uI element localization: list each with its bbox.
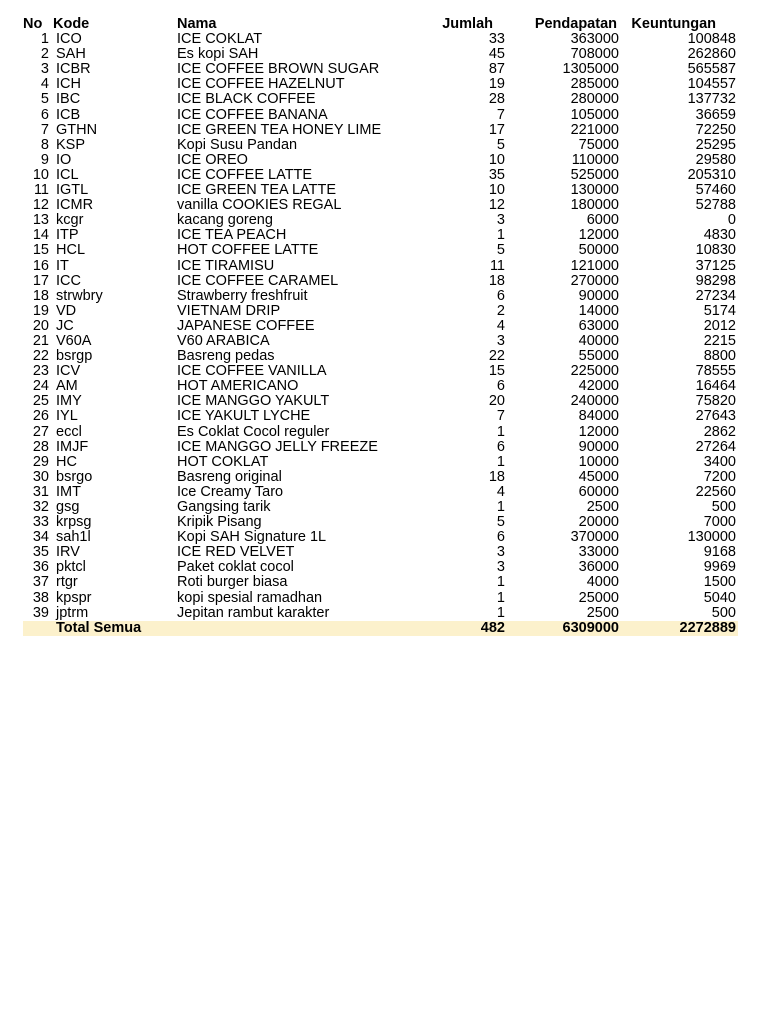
cell-jumlah: 15: [488, 364, 505, 380]
cell-pendapatan: 370000: [570, 530, 619, 546]
cell-keuntungan: 7200: [703, 469, 736, 485]
table-row: [23, 228, 738, 243]
header-no: No: [23, 17, 43, 32]
cell-keuntungan: 25295: [695, 137, 736, 153]
cell-nama: ICE BLACK COFFEE: [177, 92, 316, 108]
cell-nama: ICE COFFEE BANANA: [177, 107, 328, 123]
total-nama-cell: [177, 621, 433, 636]
table-row: [23, 606, 738, 621]
cell-kode: IYL: [56, 409, 78, 425]
cell-no: 16: [32, 258, 49, 274]
cell-nama: Gangsing tarik: [177, 500, 271, 515]
cell-jumlah: 1: [496, 454, 505, 470]
table-row: [23, 409, 738, 424]
cell-kode: IRV: [56, 545, 80, 561]
cell-keuntungan: 37125: [695, 258, 736, 274]
cell-nama: ICE GREEN TEA HONEY LIME: [177, 122, 382, 138]
cell-nama: ICE TIRAMISU: [177, 258, 275, 274]
cell-jumlah: 3: [496, 560, 505, 576]
cell-jumlah: 7: [496, 409, 505, 425]
table-row: [23, 153, 738, 168]
cell-nama: Basreng pedas: [177, 349, 275, 365]
cell-jumlah: 10: [488, 152, 505, 168]
cell-nama: ICE YAKULT LYCHE: [177, 409, 311, 425]
cell-no: 22: [32, 349, 49, 365]
cell-kode: gsg: [56, 500, 80, 515]
cell-nama: ICE OREO: [177, 152, 248, 168]
total-no-cell: [23, 621, 53, 636]
cell-jumlah: 18: [488, 273, 505, 289]
cell-keuntungan: 78555: [695, 364, 736, 380]
cell-keuntungan: 22560: [695, 484, 736, 500]
cell-no: 31: [32, 484, 49, 500]
table-row: [23, 515, 738, 530]
cell-keuntungan: 10830: [695, 243, 736, 259]
cell-jumlah: 12: [488, 198, 505, 214]
cell-keuntungan: 52788: [695, 198, 736, 214]
cell-jumlah: 33: [488, 32, 505, 48]
cell-pendapatan: 42000: [578, 379, 619, 395]
header-row: [23, 17, 738, 32]
cell-jumlah: 1: [496, 605, 505, 621]
cell-no: 4: [40, 77, 49, 93]
cell-nama: ICE COKLAT: [177, 32, 263, 48]
cell-pendapatan: 90000: [578, 439, 619, 455]
table-row: [23, 455, 738, 470]
cell-kode: IMJF: [56, 439, 89, 455]
table-row: [23, 334, 738, 349]
table-row: [23, 379, 738, 394]
table-row: [23, 77, 738, 92]
cell-kode: AM: [56, 379, 78, 395]
cell-keuntungan: 5174: [703, 303, 736, 319]
table-row: [23, 485, 738, 500]
cell-no: 18: [32, 288, 49, 304]
total-row: [23, 621, 738, 636]
cell-pendapatan: 33000: [578, 545, 619, 561]
cell-nama: Basreng original: [177, 469, 282, 485]
cell-kode: bsrgp: [56, 349, 93, 365]
table-row: [23, 123, 738, 138]
cell-nama: Strawberry freshfruit: [177, 288, 308, 304]
cell-pendapatan: 240000: [570, 394, 619, 410]
cell-pendapatan: 180000: [570, 198, 619, 214]
cell-nama: ICE COFFEE VANILLA: [177, 364, 327, 380]
cell-jumlah: 3: [496, 213, 505, 229]
cell-pendapatan: 221000: [570, 122, 619, 138]
cell-no: 5: [40, 92, 49, 108]
cell-nama: kopi spesial ramadhan: [177, 590, 323, 606]
cell-jumlah: 28: [488, 92, 505, 108]
table-row: [23, 575, 738, 590]
cell-pendapatan: 2500: [586, 500, 619, 515]
cell-pendapatan: 2500: [586, 605, 619, 621]
cell-keuntungan: 75820: [695, 394, 736, 410]
header-kode: Kode: [53, 17, 90, 32]
cell-nama: vanilla COOKIES REGAL: [177, 198, 342, 214]
cell-keuntungan: 4830: [703, 228, 736, 244]
cell-keuntungan: 8800: [703, 349, 736, 365]
cell-kode: IT: [56, 258, 69, 274]
cell-pendapatan: 45000: [578, 469, 619, 485]
cell-no: 26: [32, 409, 49, 425]
cell-kode: IBC: [56, 92, 81, 108]
table-row: [23, 168, 738, 183]
cell-kode: IMT: [56, 484, 81, 500]
cell-jumlah: 45: [488, 47, 505, 63]
table-row: [23, 213, 738, 228]
cell-pendapatan: 363000: [570, 32, 619, 48]
cell-kode: VD: [56, 303, 77, 319]
cell-jumlah: 7: [496, 107, 505, 123]
cell-no: 1: [40, 32, 49, 48]
cell-pendapatan: 525000: [570, 167, 619, 183]
cell-no: 30: [32, 469, 49, 485]
cell-no: 10: [32, 167, 49, 183]
cell-pendapatan: 10000: [578, 454, 619, 470]
cell-pendapatan: 6000: [586, 213, 619, 229]
header-keuntungan: Keuntungan: [631, 17, 716, 32]
cell-kode: HC: [56, 454, 77, 470]
table-row: [23, 364, 738, 379]
cell-nama: ICE MANGGO YAKULT: [177, 394, 330, 410]
cell-keuntungan: 29580: [695, 152, 736, 168]
cell-keuntungan: 137732: [687, 92, 736, 108]
cell-kode: jptrm: [56, 605, 89, 621]
table-row: [23, 243, 738, 258]
cell-jumlah: 6: [496, 288, 505, 304]
cell-jumlah: 17: [488, 122, 505, 138]
cell-no: 34: [32, 530, 49, 546]
cell-no: 14: [32, 228, 49, 244]
cell-keuntungan: 16464: [695, 379, 736, 395]
cell-nama: kacang goreng: [177, 213, 273, 229]
total-jumlah: 482: [433, 621, 507, 636]
cell-nama: ICE COFFEE BROWN SUGAR: [177, 62, 380, 78]
cell-jumlah: 4: [496, 484, 505, 500]
table-row: [23, 47, 738, 62]
cell-jumlah: 6: [496, 530, 505, 546]
cell-nama: Es Coklat Cocol reguler: [177, 424, 330, 440]
cell-kode: strwbry: [56, 288, 103, 304]
cell-kode: kcgr: [56, 213, 84, 229]
table-row: [23, 591, 738, 606]
cell-keuntungan: 9969: [703, 560, 736, 576]
cell-keuntungan: 27264: [695, 439, 736, 455]
table-row: [23, 32, 738, 47]
cell-keuntungan: 36659: [695, 107, 736, 123]
cell-pendapatan: 36000: [578, 560, 619, 576]
table-row: [23, 108, 738, 123]
table-row: [23, 319, 738, 334]
header-jumlah: Jumlah: [442, 17, 493, 32]
cell-kode: ITP: [56, 228, 79, 244]
cell-nama: ICE COFFEE HAZELNUT: [177, 77, 345, 93]
cell-kode: SAH: [56, 47, 86, 63]
cell-pendapatan: 55000: [578, 349, 619, 365]
cell-keuntungan: 565587: [687, 62, 736, 78]
cell-nama: JAPANESE COFFEE: [177, 318, 315, 334]
cell-jumlah: 87: [488, 62, 505, 78]
cell-no: 24: [32, 379, 49, 395]
cell-nama: VIETNAM DRIP: [177, 303, 281, 319]
cell-jumlah: 10: [488, 183, 505, 199]
cell-pendapatan: 4000: [586, 575, 619, 591]
cell-no: 9: [40, 152, 49, 168]
table-row: [23, 259, 738, 274]
cell-pendapatan: 285000: [570, 77, 619, 93]
table-body: [23, 32, 738, 621]
cell-nama: V60 ARABICA: [177, 333, 270, 349]
cell-pendapatan: 12000: [578, 424, 619, 440]
cell-keuntungan: 9168: [703, 545, 736, 561]
cell-nama: ICE GREEN TEA LATTE: [177, 183, 337, 199]
cell-pendapatan: 130000: [570, 183, 619, 199]
cell-kode: IO: [56, 152, 72, 168]
cell-no: 39: [32, 605, 49, 621]
cell-no: 25: [32, 394, 49, 410]
cell-keuntungan: 500: [711, 605, 736, 621]
cell-jumlah: 1: [496, 424, 505, 440]
cell-keuntungan: 100848: [687, 32, 736, 48]
cell-pendapatan: 225000: [570, 364, 619, 380]
cell-jumlah: 5: [496, 137, 505, 153]
table-row: [23, 560, 738, 575]
cell-no: 33: [32, 515, 49, 531]
cell-keuntungan: 500: [711, 500, 736, 515]
cell-kode: krpsg: [56, 515, 92, 531]
cell-jumlah: 20: [488, 394, 505, 410]
cell-no: 27: [32, 424, 49, 440]
cell-pendapatan: 50000: [578, 243, 619, 259]
cell-keuntungan: 104557: [687, 77, 736, 93]
cell-keuntungan: 0: [727, 213, 736, 229]
cell-jumlah: 3: [496, 333, 505, 349]
cell-pendapatan: 12000: [578, 228, 619, 244]
cell-kode: eccl: [56, 424, 82, 440]
table-row: [23, 545, 738, 560]
cell-pendapatan: 60000: [578, 484, 619, 500]
cell-no: 2: [40, 47, 49, 63]
cell-no: 17: [32, 273, 49, 289]
cell-nama: HOT COFFEE LATTE: [177, 243, 319, 259]
cell-no: 13: [32, 213, 49, 229]
cell-nama: Jepitan rambut karakter: [177, 605, 330, 621]
cell-pendapatan: 75000: [578, 137, 619, 153]
cell-no: 21: [32, 333, 49, 349]
cell-nama: Es kopi SAH: [177, 47, 259, 63]
cell-keuntungan: 98298: [695, 273, 736, 289]
cell-kode: ICB: [56, 107, 81, 123]
cell-no: 23: [32, 364, 49, 380]
cell-kode: ICH: [56, 77, 81, 93]
table-row: [23, 349, 738, 364]
cell-no: 11: [33, 183, 49, 199]
cell-nama: Roti burger biasa: [177, 575, 288, 591]
cell-nama: ICE TEA PEACH: [177, 228, 287, 244]
cell-pendapatan: 105000: [570, 107, 619, 123]
table-row: [23, 500, 738, 515]
cell-no: 6: [40, 107, 49, 123]
cell-nama: Kopi Susu Pandan: [177, 137, 298, 153]
cell-kode: rtgr: [56, 575, 78, 591]
table-row: [23, 289, 738, 304]
cell-keuntungan: 2862: [703, 424, 736, 440]
cell-kode: bsrgo: [56, 469, 93, 485]
cell-kode: ICL: [56, 167, 79, 183]
table-row: [23, 440, 738, 455]
table-row: [23, 425, 738, 440]
cell-jumlah: 2: [496, 303, 505, 319]
cell-kode: GTHN: [56, 122, 98, 138]
cell-nama: HOT COKLAT: [177, 454, 269, 470]
cell-no: 28: [32, 439, 49, 455]
cell-nama: ICE COFFEE CARAMEL: [177, 273, 339, 289]
cell-jumlah: 5: [496, 243, 505, 259]
cell-no: 8: [40, 137, 49, 153]
cell-kode: sah1l: [56, 530, 91, 546]
cell-jumlah: 1: [496, 228, 505, 244]
table-row: [23, 92, 738, 107]
cell-no: 32: [32, 500, 49, 515]
cell-jumlah: 1: [496, 500, 505, 515]
cell-jumlah: 1: [496, 575, 505, 591]
table-row: [23, 198, 738, 213]
cell-nama: Paket coklat cocol: [177, 560, 294, 576]
cell-kode: ICO: [56, 32, 82, 48]
cell-kode: ICC: [56, 273, 81, 289]
cell-jumlah: 35: [488, 167, 505, 183]
cell-nama: HOT AMERICANO: [177, 379, 299, 395]
cell-no: 7: [40, 122, 49, 138]
cell-pendapatan: 1305000: [562, 62, 619, 78]
cell-kode: KSP: [56, 137, 86, 153]
cell-keuntungan: 2012: [703, 318, 736, 334]
cell-kode: ICV: [56, 364, 81, 380]
cell-jumlah: 6: [496, 379, 505, 395]
cell-pendapatan: 280000: [570, 92, 619, 108]
header-nama: Nama: [177, 17, 217, 32]
sales-report: [23, 17, 738, 636]
cell-keuntungan: 3400: [703, 454, 736, 470]
cell-jumlah: 3: [496, 545, 505, 561]
cell-kode: IGTL: [56, 183, 89, 199]
cell-pendapatan: 708000: [570, 47, 619, 63]
table-row: [23, 304, 738, 319]
cell-nama: Kripik Pisang: [177, 515, 262, 531]
cell-jumlah: 22: [488, 349, 505, 365]
cell-nama: Ice Creamy Taro: [177, 484, 284, 500]
total-label: Total Semua: [53, 621, 177, 636]
cell-kode: pktcl: [56, 560, 86, 576]
table-row: [23, 183, 738, 198]
cell-jumlah: 19: [488, 77, 505, 93]
cell-pendapatan: 14000: [578, 303, 619, 319]
cell-kode: JC: [56, 318, 74, 334]
cell-pendapatan: 63000: [578, 318, 619, 334]
cell-jumlah: 6: [496, 439, 505, 455]
table-row: [23, 62, 738, 77]
cell-keuntungan: 1500: [703, 575, 736, 591]
total-pendapatan: 6309000: [507, 621, 621, 636]
cell-nama: ICE MANGGO JELLY FREEZE: [177, 439, 378, 455]
cell-jumlah: 11: [489, 258, 505, 274]
cell-keuntungan: 27234: [695, 288, 736, 304]
cell-no: 35: [32, 545, 49, 561]
table-row: [23, 394, 738, 409]
cell-kode: IMY: [56, 394, 82, 410]
cell-kode: ICBR: [56, 62, 91, 78]
cell-jumlah: 4: [496, 318, 505, 334]
cell-nama: ICE COFFEE LATTE: [177, 167, 313, 183]
cell-kode: V60A: [56, 333, 92, 349]
cell-kode: ICMR: [56, 198, 94, 214]
cell-keuntungan: 27643: [695, 409, 736, 425]
cell-nama: ICE RED VELVET: [177, 545, 295, 561]
table-row: [23, 470, 738, 485]
cell-no: 15: [32, 243, 49, 259]
cell-keuntungan: 262860: [687, 47, 736, 63]
cell-keuntungan: 130000: [687, 530, 736, 546]
cell-pendapatan: 40000: [578, 333, 619, 349]
cell-no: 36: [32, 560, 49, 576]
cell-pendapatan: 121000: [570, 258, 619, 274]
cell-keuntungan: 57460: [695, 183, 736, 199]
table-row: [23, 274, 738, 289]
cell-keuntungan: 72250: [695, 122, 736, 138]
cell-pendapatan: 90000: [578, 288, 619, 304]
cell-pendapatan: 84000: [578, 409, 619, 425]
cell-pendapatan: 270000: [570, 273, 619, 289]
cell-no: 12: [32, 198, 49, 214]
cell-keuntungan: 7000: [703, 515, 736, 531]
sales-table: [23, 17, 738, 636]
cell-jumlah: 18: [488, 469, 505, 485]
cell-no: 38: [32, 590, 49, 606]
cell-no: 20: [32, 318, 49, 334]
cell-jumlah: 5: [496, 515, 505, 531]
header-pendapatan: Pendapatan: [534, 17, 617, 32]
table-row: [23, 530, 738, 545]
cell-keuntungan: 5040: [703, 590, 736, 606]
cell-kode: kpspr: [56, 590, 92, 606]
total-keuntungan: 2272889: [621, 621, 738, 636]
cell-no: 37: [32, 575, 49, 591]
cell-pendapatan: 20000: [578, 515, 619, 531]
cell-no: 3: [40, 62, 49, 78]
cell-keuntungan: 2215: [703, 333, 736, 349]
cell-keuntungan: 205310: [687, 167, 736, 183]
cell-pendapatan: 110000: [571, 152, 619, 168]
table-row: [23, 138, 738, 153]
cell-pendapatan: 25000: [578, 590, 619, 606]
cell-jumlah: 1: [496, 590, 505, 606]
cell-nama: Kopi SAH Signature 1L: [177, 530, 327, 546]
cell-no: 29: [32, 454, 49, 470]
cell-no: 19: [32, 303, 49, 319]
cell-kode: HCL: [56, 243, 86, 259]
